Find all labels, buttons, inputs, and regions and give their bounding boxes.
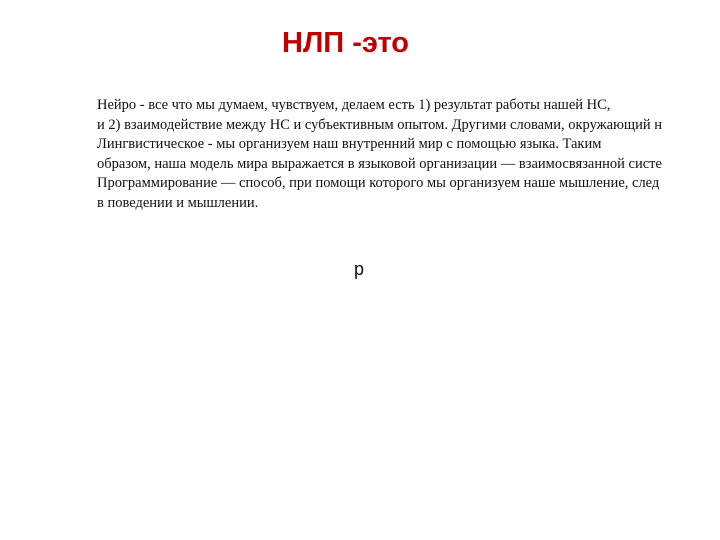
slide-title: НЛП -это — [282, 27, 410, 59]
body-line: Программирование — способ, при помощи которого мы организуем наше мышление, след — [97, 175, 660, 192]
body-text — [97, 96, 720, 214]
body-line: образом, наша модель мира выражается в языковой организации — взаимосвязанной систе — [97, 155, 662, 172]
body-line: и 2) взаимодействие между НС и субъективным опытом. Другими словами, окружающий н — [97, 116, 662, 133]
body-line: в поведении и мышлении. — [97, 194, 259, 211]
stray-character: р — [354, 259, 365, 279]
body-line: Лингвистическое - мы организуем наш внутренний мир с помощью языка. Таким — [97, 136, 602, 153]
body-line: Нейро - все что мы думаем, чувствуем, делаем есть 1) результат работы нашей НС, — [97, 97, 611, 113]
